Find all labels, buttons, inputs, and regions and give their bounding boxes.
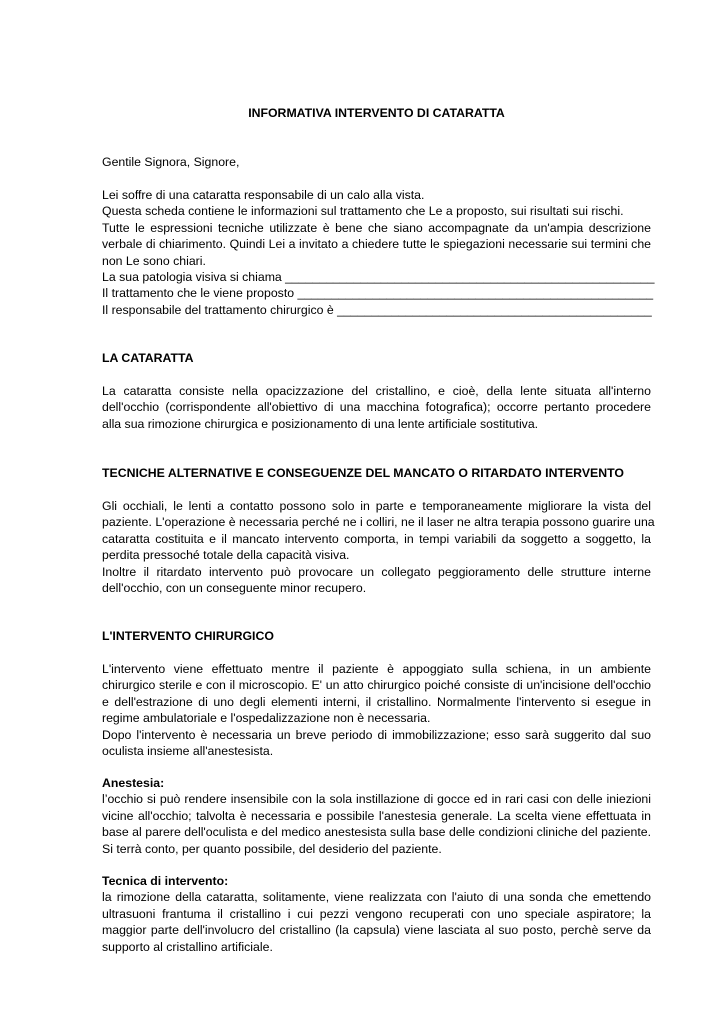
intro-paragraph (102, 187, 655, 318)
trattamento-field: Il trattamento che le viene proposto ____________________________________________________ (102, 286, 654, 301)
cataratta-line-3: alla sua rimozione chirurgica e posizionamento di una lente artificiale sostitutiva. (102, 416, 539, 431)
tecnica-section (102, 873, 651, 955)
tecnica-line-1: la rimozione della cataratta, solitamente, viene realizzata con l'aiuto di una sonda che emettendo (102, 890, 651, 905)
alternative-line-1: Gli occhiali, le lenti a contatto possono solo in parte e temporaneamente migliorare la vista del (102, 499, 651, 513)
intro-line-5: non Le sono chiari. (102, 253, 206, 268)
anestesia-line-1: l’occhio si può rendere insensibile con la sola instillazione di gocce ed in rari casi con delle iniezioni (102, 792, 651, 807)
intervento-line-2: chirurgico sterile e con il microscopio. E' un atto chirurgico poiché consiste di un'incisione dell'occhio (102, 678, 651, 693)
section-heading: LA CATARATTA (102, 351, 194, 365)
greeting (102, 154, 651, 170)
intro-line-4: verbale di chiarimento. Quindi Lei a invitato a chiedere tutte le spiegazioni necessarie sui termini che (102, 237, 651, 252)
intervento-line-5: Dopo l'intervento è necessaria un breve periodo di immobilizzazione; esso sarà suggerito dal suo (102, 727, 651, 742)
document-title: INFORMATIVA INTERVENTO DI CATARATTA (248, 106, 505, 120)
tecnica-heading: Tecnica di intervento: (102, 874, 229, 888)
section-alternative-body (102, 498, 655, 596)
anestesia-line-4: Si terrà conto, per quanto possibile, del desiderio del paziente. (102, 841, 442, 856)
anestesia-section (102, 775, 651, 857)
tecnica-line-4: supporto al cristallino artificiale. (102, 939, 273, 954)
anestesia-heading: Anestesia: (102, 776, 165, 790)
intervento-line-4: regime ambulatoriale e l'ospedalizzazione non è necessaria. (102, 711, 431, 726)
section-alternative (102, 465, 651, 481)
section-cataratta-body (102, 383, 651, 432)
section-intervento-body (102, 661, 651, 759)
alternative-line-2: paziente. L'operazione è necessaria perché ne i colliri, ne il laser ne altra terapia possono guarire una (102, 515, 655, 530)
cataratta-line-1: La cataratta consiste nella opacizzazione del cristallino, e cioè, della lente situata all'interno (102, 384, 651, 398)
section-heading: TECNICHE ALTERNATIVE E CONSEGUENZE DEL MANCATO O RITARDATO INTERVENTO (102, 466, 624, 480)
patologia-field: La sua patologia visiva si chiama ______________________________________________________ (102, 270, 655, 285)
alternative-line-3: cataratta costituita e il mancato intervento comporta, in tempi variabili da soggetto a soggetto, la (102, 531, 651, 546)
anestesia-line-3: base al parere dell'oculista e del medico anestesista sulla base delle condizioni cliniche del paziente. (102, 825, 651, 840)
intervento-line-3: e dell'estrazione di uno degli elementi interni, il cristallino. Normalmente l'intervento si esegue in (102, 694, 651, 709)
responsabile-field: Il responsabile del trattamento chirurgico è ______________________________________________ (102, 302, 652, 317)
intro-line-3: Tutte le espressioni tecniche utilizzate è bene che siano accompagnate da un'ampia descrizione (102, 220, 651, 235)
section-intervento (102, 628, 651, 644)
intro-line-2: Questa scheda contiene le informazioni sul trattamento che Le a proposto, sui risultati sui rischi. (102, 204, 624, 219)
intervento-line-1: L'intervento viene effettuato mentre il paziente è appoggiato sulla schiena, in un ambiente (102, 662, 651, 676)
intervento-line-6: oculista insieme all'anestesista. (102, 744, 274, 759)
intro-line-1: Lei soffre di una cataratta responsabile di un calo alla vista. (102, 188, 425, 202)
cataratta-line-2: dell'occhio (corrispondente all'obiettivo di una macchina fotografica); occorre pertanto procedere (102, 400, 651, 415)
alternative-line-5: Inoltre il ritardato intervento può provocare un collegato peggioramento delle strutture interne (102, 564, 651, 579)
tecnica-line-2: ultrasuoni frantuma il cristallino i cui pezzi vengono recuperati con uno speciale aspiratore; la (102, 906, 651, 921)
greeting-line: Gentile Signora, Signore, (102, 155, 240, 169)
alternative-line-4: perdita pressoché totale della capacità visiva. (102, 548, 350, 563)
section-cataratta (102, 350, 651, 366)
tecnica-line-3: maggior parte dell'involucro del cristallino (la capsula) viene lasciata al suo posto, perchè serve da (102, 923, 651, 938)
alternative-line-6: dell'occhio, con un conseguente minor recupero. (102, 581, 367, 596)
anestesia-line-2: vicine all'occhio; talvolta è necessaria e possibile l'anestesia generale. La scelta viene effettuata in (102, 808, 651, 823)
section-heading: L'INTERVENTO CHIRURGICO (102, 629, 274, 643)
